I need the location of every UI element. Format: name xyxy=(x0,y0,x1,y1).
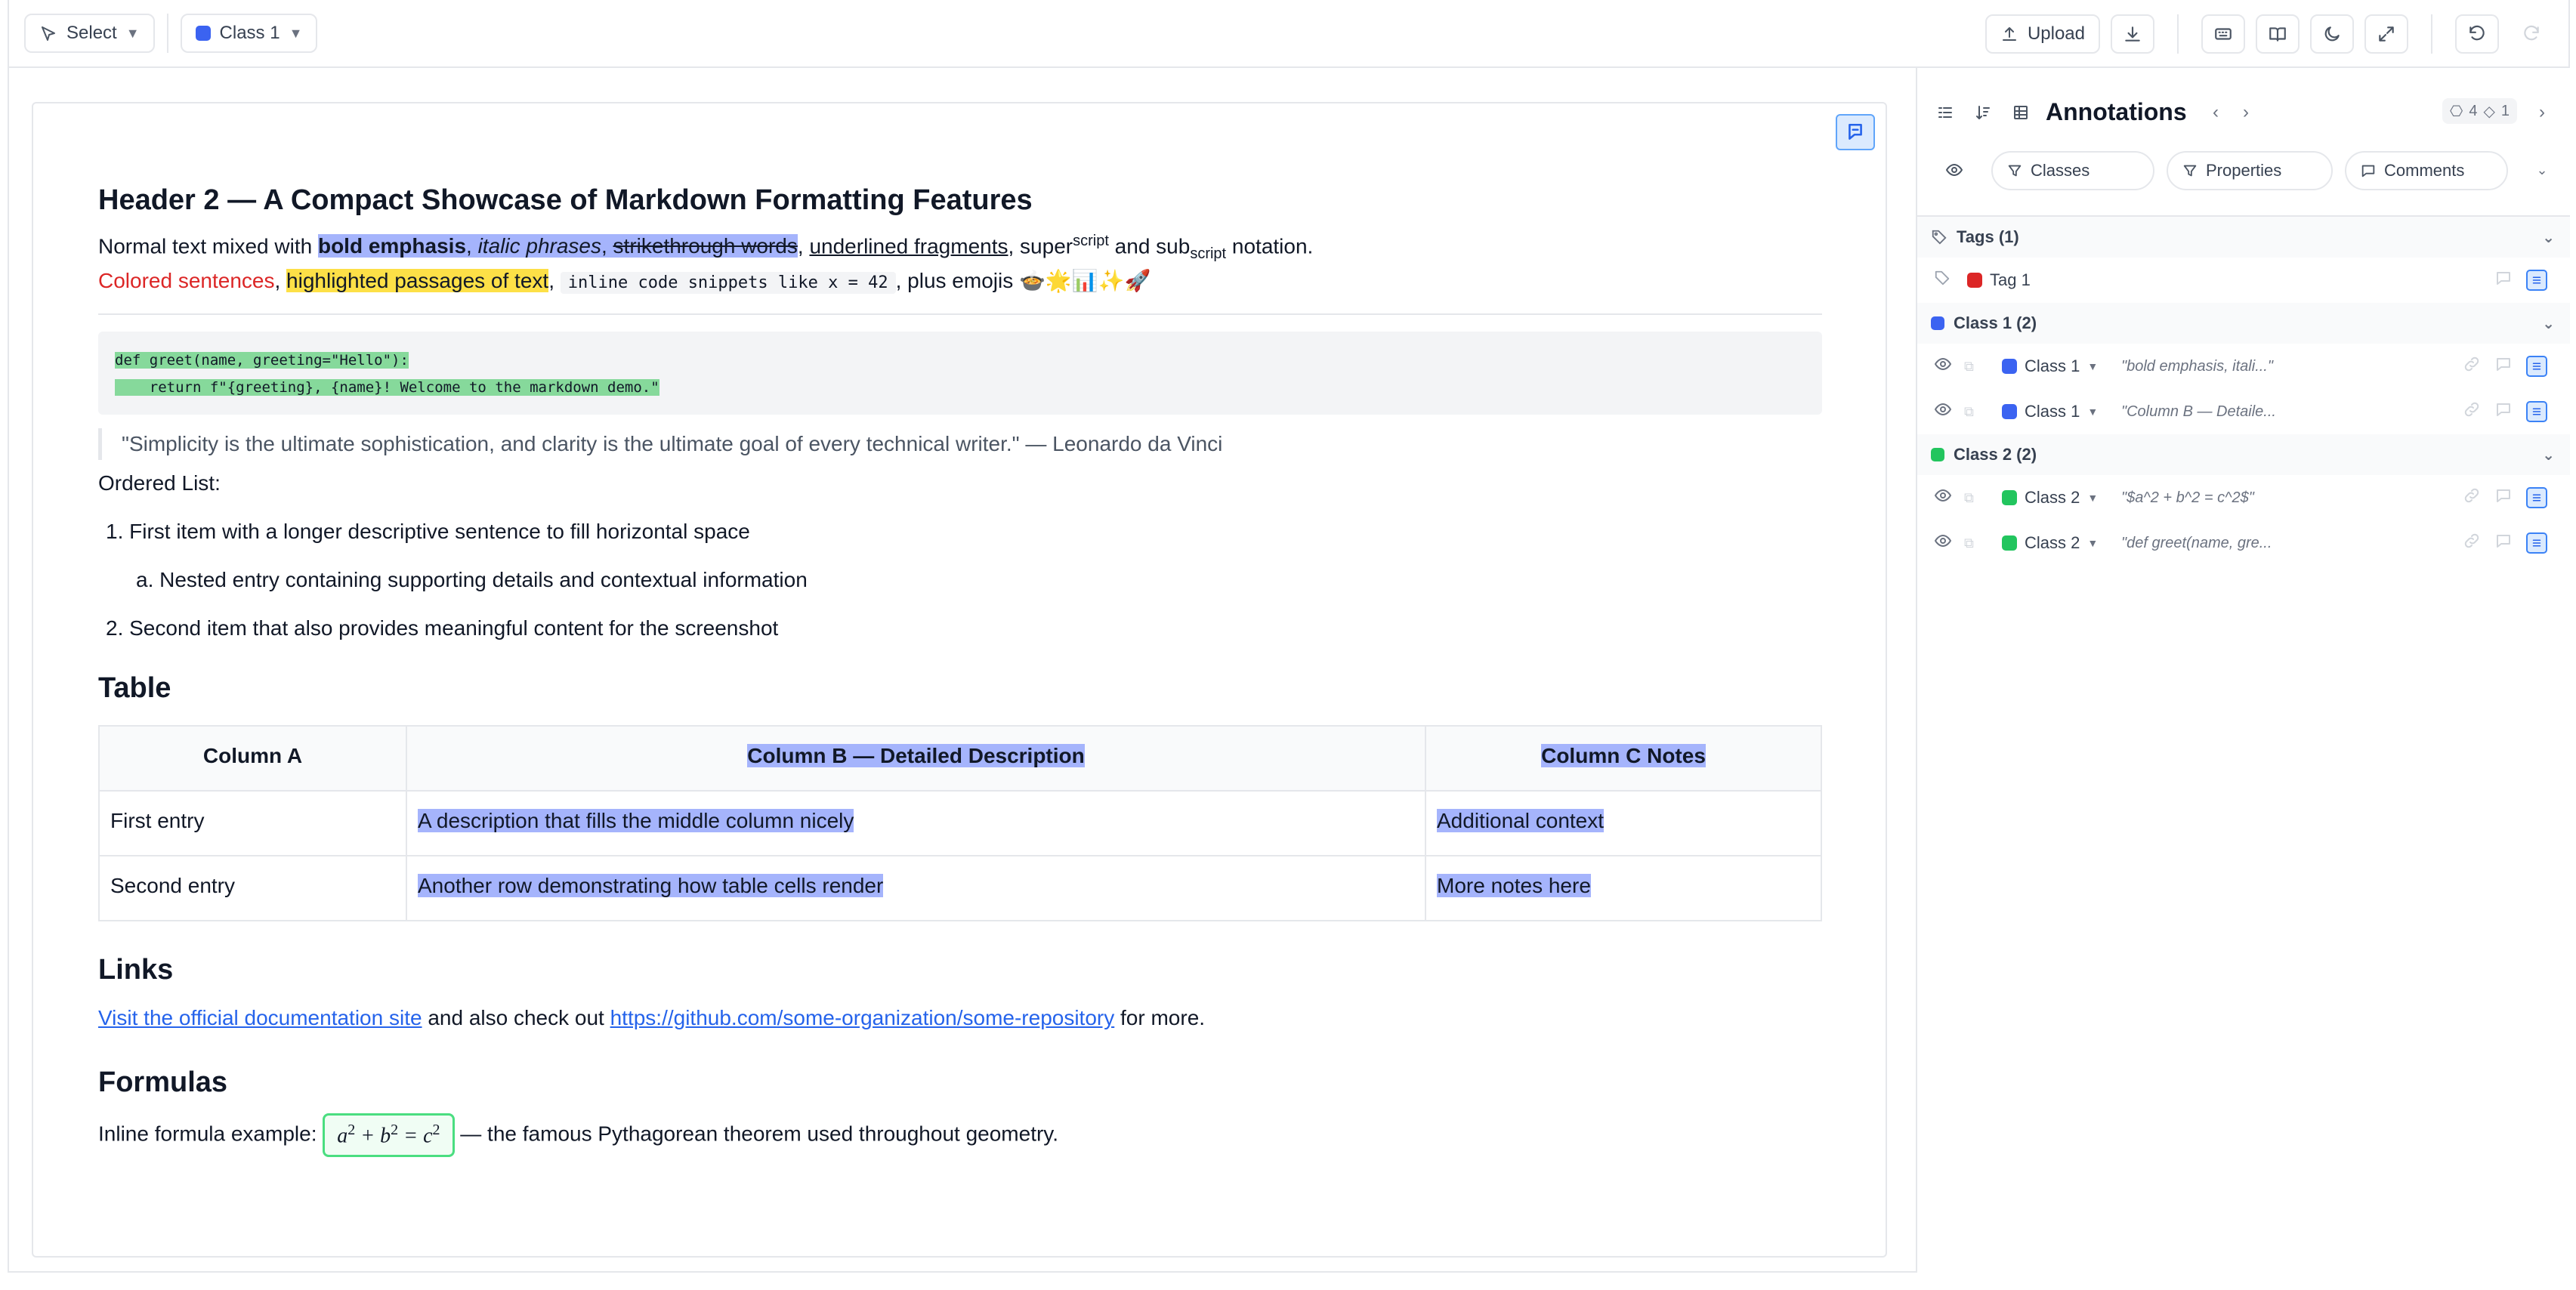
group-label: Class 1 (2) xyxy=(1954,313,2037,332)
keyboard-shortcuts-button[interactable] xyxy=(2201,14,2245,54)
annotated-highlight[interactable]: A description that fills the middle column nicely xyxy=(418,808,854,832)
chevron-right-icon: › xyxy=(2243,102,2249,122)
links-heading: Links xyxy=(98,953,174,986)
list-item[interactable] xyxy=(1917,389,2570,434)
toolbar-divider xyxy=(2431,14,2432,54)
group-label: Tags (1) xyxy=(1957,227,2019,246)
comment-icon xyxy=(2360,162,2377,179)
details-icon[interactable] xyxy=(2526,356,2547,377)
list-item: 2. Second item that also provides meaningful content for the screenshot xyxy=(106,616,779,640)
annotation-snippet: "def greet(name, gre... xyxy=(2121,534,2272,551)
list-item-nested: a. Nested entry containing supporting details and contextual information xyxy=(136,567,808,591)
annotation-name: Tag 1 xyxy=(1990,270,2031,289)
list-item[interactable] xyxy=(1917,475,2570,520)
details-icon[interactable] xyxy=(2526,401,2547,422)
annotated-highlight[interactable]: More notes here xyxy=(1437,873,1591,897)
upload-icon xyxy=(2000,25,2018,43)
chevron-down-icon: ⌄ xyxy=(2542,229,2555,246)
annotated-highlight[interactable]: Another row demonstrating how table cells render xyxy=(418,873,884,897)
copy-icon[interactable]: ⧉ xyxy=(1964,403,1974,419)
color-swatch xyxy=(2002,535,2017,551)
toolbar-right-group xyxy=(1985,14,2553,54)
text-span: , xyxy=(466,234,478,258)
annotation-class[interactable] xyxy=(2002,402,2098,421)
chevron-down-icon: ▼ xyxy=(2087,537,2099,549)
horizontal-rule xyxy=(98,313,1822,315)
colored-text: Colored sentences xyxy=(98,268,275,292)
table-header-row xyxy=(99,726,1821,791)
fullscreen-button[interactable] xyxy=(2364,14,2408,54)
comment-icon[interactable] xyxy=(2494,355,2513,378)
class-color-swatch xyxy=(196,26,211,41)
comment-icon[interactable] xyxy=(2494,532,2513,554)
pointer-icon xyxy=(39,24,57,42)
text-span: , xyxy=(797,234,810,258)
eye-icon[interactable] xyxy=(1934,486,1952,509)
formula-paragraph xyxy=(98,1113,1822,1157)
row-actions xyxy=(2494,269,2547,292)
guide-button[interactable] xyxy=(2256,14,2300,54)
redo-icon xyxy=(2522,24,2541,44)
table-header-cell xyxy=(406,726,1425,791)
next-annotation-button[interactable] xyxy=(2233,100,2259,125)
color-swatch xyxy=(1931,448,1944,461)
table-cell xyxy=(1425,856,1821,921)
annotation-name: Class 2 xyxy=(2025,488,2080,507)
download-button[interactable] xyxy=(2111,14,2154,54)
annotated-highlight[interactable] xyxy=(318,234,798,258)
github-link[interactable]: https://github.com/some-organization/some-repository xyxy=(610,1005,1115,1029)
list-item[interactable] xyxy=(1917,520,2570,566)
prev-annotation-button[interactable] xyxy=(2203,100,2229,125)
group-header-tags[interactable] xyxy=(1917,217,2570,258)
chevron-right-icon: › xyxy=(2539,102,2545,122)
chevron-down-icon: ⌄ xyxy=(2536,162,2548,177)
text-span: notation. xyxy=(1226,234,1314,258)
tag-count-icon: ◇ xyxy=(2483,103,2495,120)
document-content xyxy=(98,179,1822,1157)
chevron-down-icon: ▼ xyxy=(2087,360,2099,372)
italic-text: italic phrases xyxy=(477,234,601,258)
inline-code: inline code snippets like x = 42 xyxy=(561,272,896,294)
strikethrough-text: strikethrough words xyxy=(613,234,798,258)
group-label: Class 2 (2) xyxy=(1954,445,2037,464)
filter-label: Properties xyxy=(2206,161,2282,180)
document-heading: Header 2 — A Compact Showcase of Markdown Formatting Features xyxy=(98,184,1033,216)
comment-icon[interactable] xyxy=(2494,486,2513,509)
document-viewer xyxy=(32,102,1887,1258)
undo-icon xyxy=(2467,24,2487,44)
chevron-down-icon: ▼ xyxy=(2087,492,2099,504)
header-text: Column A xyxy=(202,743,303,767)
properties-filter[interactable] xyxy=(2167,151,2333,190)
moon-icon xyxy=(2322,24,2342,44)
text-span: , xyxy=(548,268,561,292)
text-span: , xyxy=(601,234,613,258)
blockquote: "Simplicity is the ultimate sophistication, and clarity is the ultimate goal of every technical writer." — Leonardo da Vinci xyxy=(98,428,1822,460)
text-span: and also check out xyxy=(422,1005,610,1029)
classes-filter[interactable] xyxy=(1991,151,2154,190)
download-icon xyxy=(2123,24,2142,44)
filter-label: Comments xyxy=(2384,161,2465,180)
chevron-down-icon: ▼ xyxy=(289,25,303,41)
math-formula[interactable]: $a^2 + b^2 = c^2$ xyxy=(323,1113,454,1157)
class-selector-dropdown[interactable] xyxy=(181,14,318,53)
code-line[interactable]: def greet(name, greeting="Hello"): xyxy=(115,351,409,369)
color-swatch xyxy=(2002,404,2017,419)
comments-filter[interactable] xyxy=(2345,151,2508,190)
chevron-down-icon: ⌄ xyxy=(2542,446,2555,464)
row-actions xyxy=(2463,355,2547,378)
highlighted-text: highlighted passages of text xyxy=(286,268,549,292)
filter-label: Classes xyxy=(2031,161,2090,180)
details-icon[interactable] xyxy=(2526,487,2547,508)
bold-text: bold emphasis xyxy=(317,234,467,258)
text-span: , xyxy=(274,268,287,292)
annotation-class[interactable] xyxy=(2002,488,2098,508)
comment-icon[interactable] xyxy=(2494,400,2513,423)
table-cell xyxy=(406,856,1425,921)
annotation-snippet: "$a^2 + b^2 = c^2$" xyxy=(2121,489,2254,506)
row-actions xyxy=(2463,486,2547,509)
cell-text: First entry xyxy=(110,808,205,832)
eye-icon xyxy=(1945,161,1963,179)
table-cell xyxy=(406,791,1425,856)
expand-icon xyxy=(2377,24,2396,44)
upload-label: Upload xyxy=(2027,23,2085,44)
expand-filters-button[interactable] xyxy=(2529,157,2555,183)
text-span: , super xyxy=(1008,234,1073,258)
text-span: for more. xyxy=(1114,1005,1206,1029)
list-icon xyxy=(1936,103,1954,122)
table-view-button[interactable] xyxy=(2008,100,2034,125)
annotation-name: Class 1 xyxy=(2025,402,2080,421)
formatting-paragraph xyxy=(98,230,1822,265)
subscript-text: script xyxy=(1190,245,1227,262)
select-tool-label: Select xyxy=(66,23,117,43)
panel-title: Annotations xyxy=(2046,98,2187,125)
table-header-cell xyxy=(99,726,406,791)
text-span: Normal text mixed with xyxy=(98,234,318,258)
eye-icon[interactable] xyxy=(1934,532,1952,554)
book-open-icon xyxy=(2268,24,2287,44)
app-window xyxy=(8,0,2570,1273)
ordered-list-label: Ordered List: xyxy=(98,471,221,495)
group-header-class-1[interactable] xyxy=(1917,303,2570,344)
table-header-cell xyxy=(1425,726,1821,791)
annotation-count-icon: ⎔ xyxy=(2449,103,2463,120)
chevron-down-icon: ▼ xyxy=(125,25,140,41)
keyboard-icon xyxy=(2213,24,2233,44)
ordered-list xyxy=(98,468,1822,644)
redo-button[interactable] xyxy=(2510,14,2553,54)
annotated-highlight[interactable]: Additional context xyxy=(1437,808,1605,832)
tag-count: 1 xyxy=(2500,102,2510,119)
chevron-down-icon: ⌄ xyxy=(2542,315,2555,332)
formulas-heading: Formulas xyxy=(98,1066,228,1098)
chevron-left-icon: ‹ xyxy=(2213,102,2219,122)
annotation-name: Class 1 xyxy=(2025,356,2080,375)
annotation-class[interactable] xyxy=(2002,533,2098,553)
annotate-mode-button[interactable] xyxy=(1836,114,1875,150)
counts-badge xyxy=(2442,98,2517,124)
text-span: Inline formula example: xyxy=(98,1122,323,1146)
collapse-panel-button[interactable] xyxy=(2529,100,2555,125)
toolbar-divider xyxy=(2177,14,2179,54)
code-line[interactable]: return f"{greeting}, {name}! Welcome to the markdown demo." xyxy=(115,379,659,397)
select-tool-dropdown[interactable] xyxy=(24,14,155,53)
color-swatch xyxy=(1967,273,1982,288)
annotation-count: 4 xyxy=(2469,102,2478,119)
toolbar xyxy=(9,0,2568,68)
copy-icon[interactable]: ⧉ xyxy=(1964,535,1974,551)
filter-icon xyxy=(2182,162,2198,179)
grid-icon xyxy=(2012,103,2030,122)
comment-icon[interactable] xyxy=(2494,269,2513,292)
filter-bar xyxy=(1917,151,2570,196)
annotation-list xyxy=(1917,215,2570,566)
annotation-flag-icon xyxy=(1846,122,1865,142)
annotation-name: Class 2 xyxy=(2025,533,2080,552)
link-icon[interactable] xyxy=(2463,486,2481,509)
details-icon[interactable] xyxy=(2526,270,2547,291)
annotation-class[interactable] xyxy=(2002,356,2098,376)
color-swatch xyxy=(2002,490,2017,505)
table-cell xyxy=(99,856,406,921)
text-span: — the famous Pythagorean theorem used throughout geometry. xyxy=(454,1122,1059,1146)
underlined-text: underlined fragments xyxy=(809,234,1008,258)
annotation-snippet: "bold emphasis, itali..." xyxy=(2121,357,2273,375)
list-item[interactable] xyxy=(1917,258,2570,303)
row-actions xyxy=(2463,532,2547,554)
table-cell xyxy=(99,791,406,856)
chevron-down-icon: ▼ xyxy=(2087,406,2099,418)
filter-icon xyxy=(2006,162,2023,179)
undo-button[interactable] xyxy=(2455,14,2499,54)
sort-button[interactable] xyxy=(1970,100,1996,125)
links-paragraph xyxy=(98,1002,1822,1034)
superscript-text: script xyxy=(1073,233,1109,249)
eye-icon[interactable] xyxy=(1934,400,1952,423)
upload-button[interactable] xyxy=(1985,14,2100,54)
toolbar-divider xyxy=(167,14,168,53)
text-span: , plus emojis 🍲🌟📊✨🚀 xyxy=(895,268,1151,292)
cell-text: Second entry xyxy=(110,873,235,897)
class-selector-label: Class 1 xyxy=(219,23,280,43)
color-swatch xyxy=(1931,316,1944,330)
annotated-highlight[interactable]: Column B — Detailed Description xyxy=(747,743,1085,767)
tag-icon xyxy=(1931,229,1947,245)
annotation-snippet: "Column B — Detaile... xyxy=(2121,403,2276,420)
annotation-class xyxy=(1967,270,2031,290)
table-row xyxy=(99,856,1821,921)
annotations-panel xyxy=(1916,68,2570,1273)
table-row xyxy=(99,791,1821,856)
link-icon[interactable] xyxy=(2463,355,2481,378)
data-table xyxy=(98,725,1822,921)
copy-icon[interactable]: ⧉ xyxy=(1964,358,1974,374)
details-icon[interactable] xyxy=(2526,532,2547,554)
table-cell xyxy=(1425,791,1821,856)
eye-icon[interactable] xyxy=(1934,355,1952,378)
color-swatch xyxy=(2002,359,2017,374)
visibility-toggle[interactable] xyxy=(1941,157,1967,183)
list-item: 1. First item with a longer descriptive sentence to fill horizontal space xyxy=(106,519,750,543)
dark-mode-toggle[interactable] xyxy=(2310,14,2354,54)
link-icon[interactable] xyxy=(2463,532,2481,554)
group-header-class-2[interactable] xyxy=(1917,434,2570,475)
list-item[interactable] xyxy=(1917,344,2570,389)
table-heading: Table xyxy=(98,671,171,704)
row-actions xyxy=(2463,400,2547,423)
list-view-button[interactable] xyxy=(1932,100,1958,125)
documentation-link[interactable]: Visit the official documentation site xyxy=(98,1005,422,1029)
code-block xyxy=(98,332,1822,415)
annotated-highlight[interactable]: Column C Notes xyxy=(1541,743,1706,767)
sort-icon xyxy=(1974,103,1992,122)
copy-icon[interactable]: ⧉ xyxy=(1964,489,1974,505)
text-span: and sub xyxy=(1108,234,1191,258)
styles-paragraph xyxy=(98,265,1822,297)
link-icon[interactable] xyxy=(2463,400,2481,423)
tag-icon xyxy=(1934,270,1951,291)
